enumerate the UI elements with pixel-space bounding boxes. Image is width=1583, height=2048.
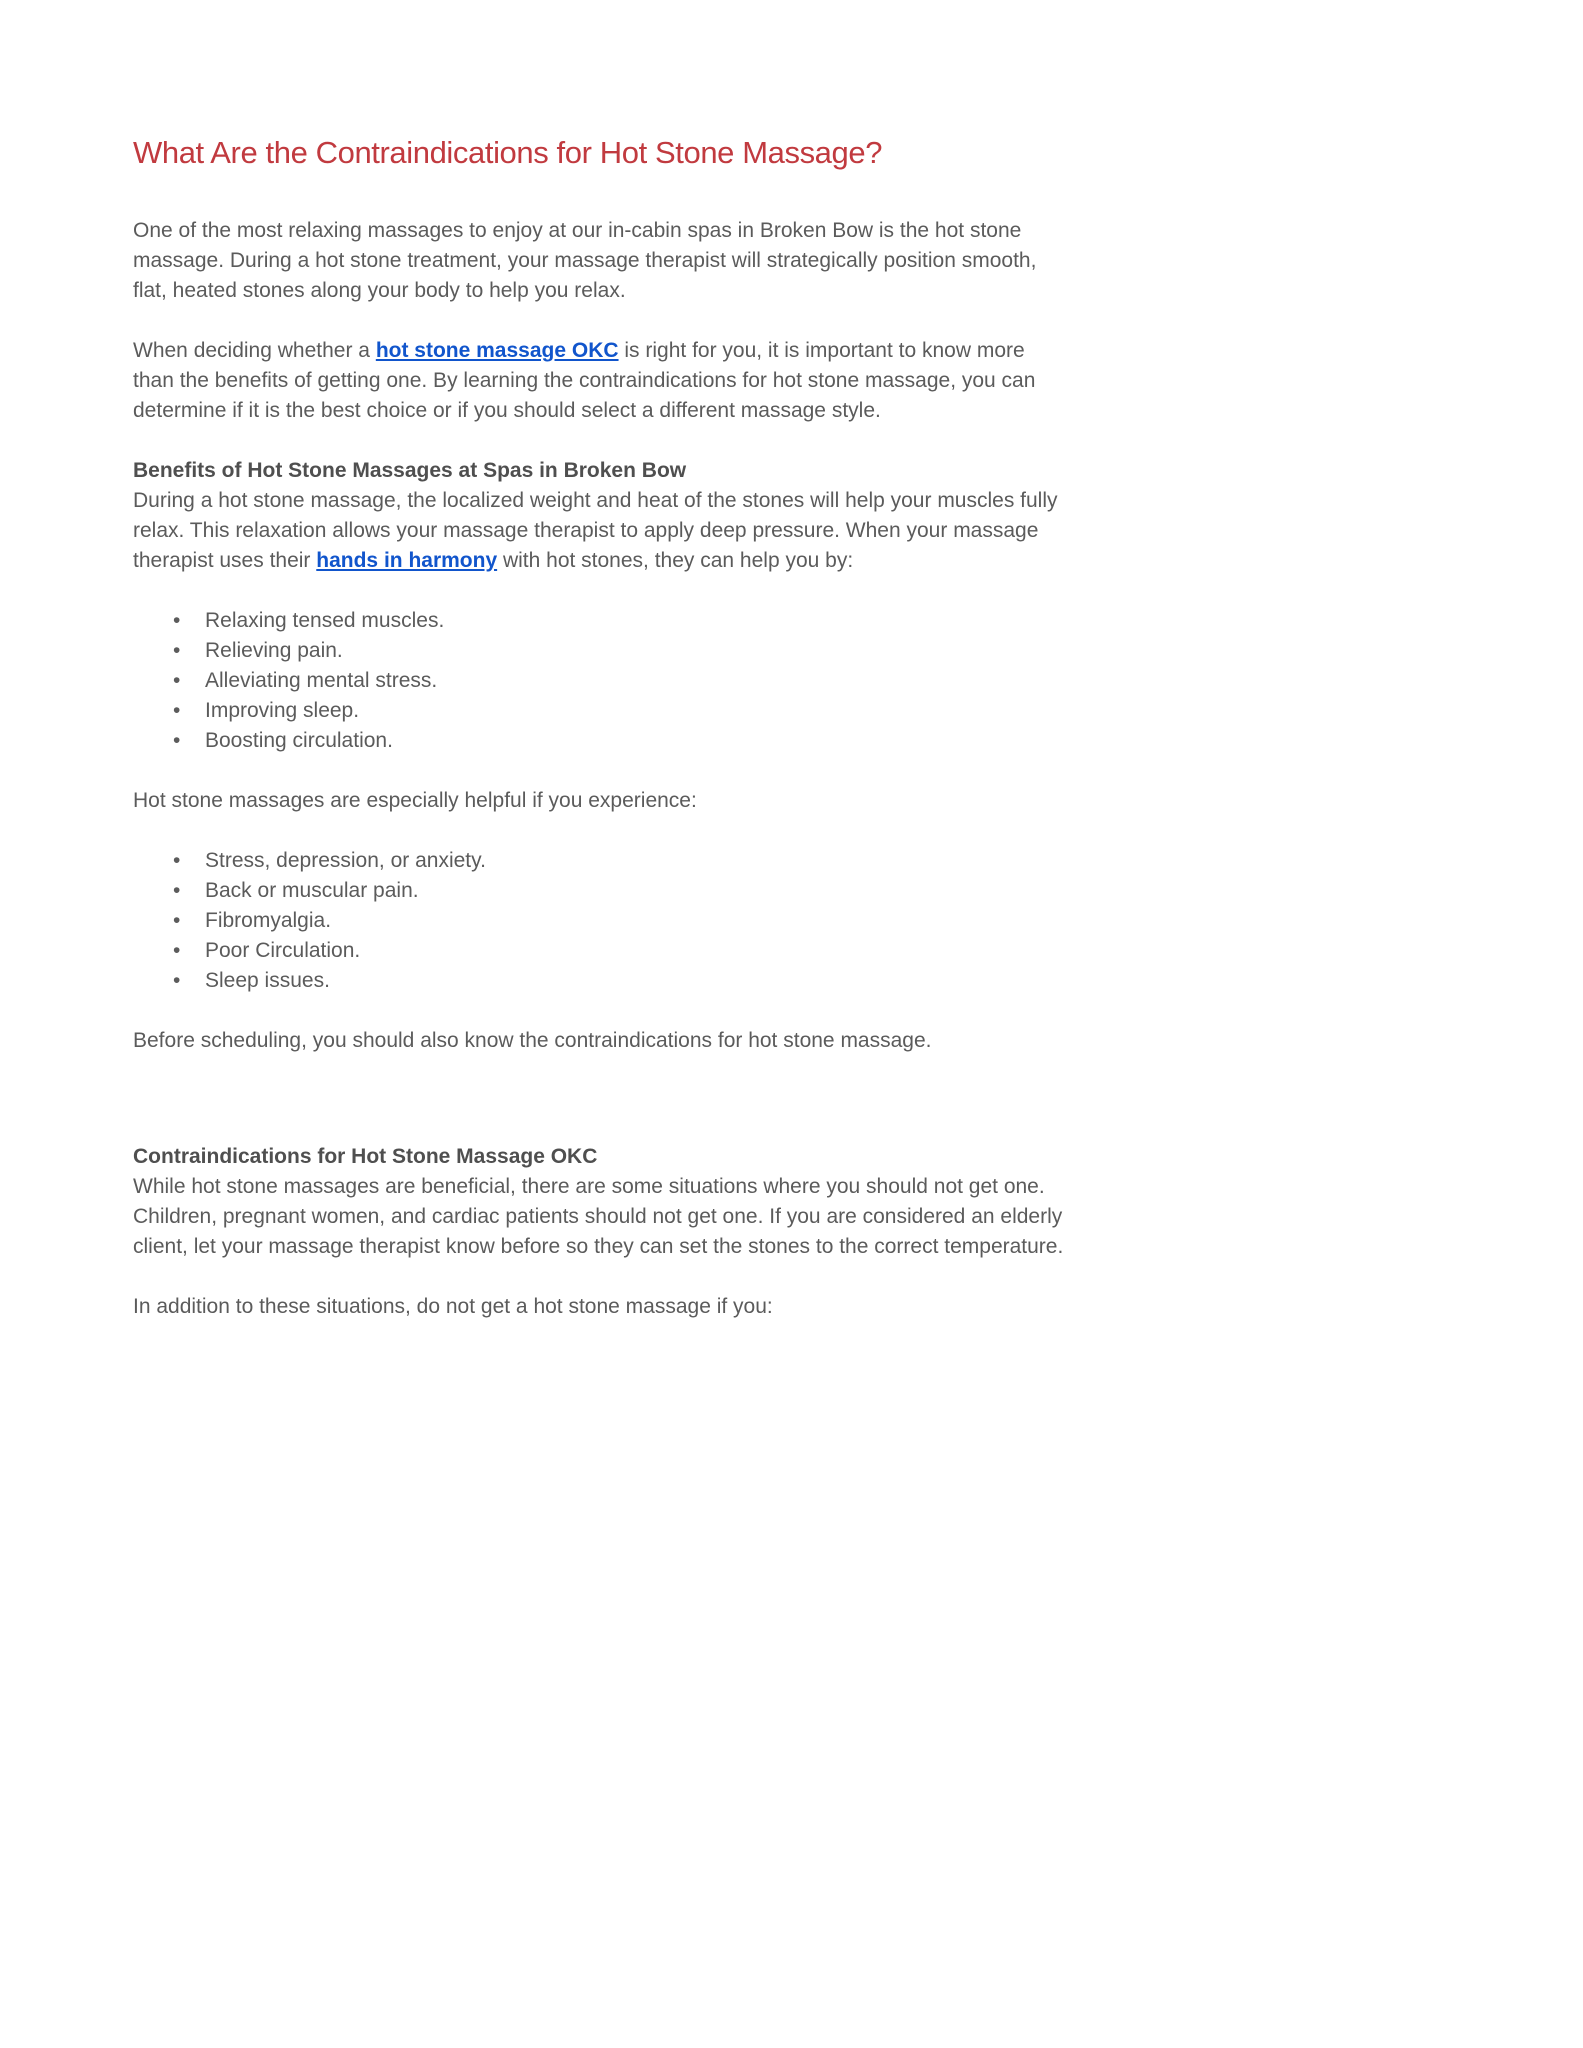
benefits-heading: Benefits of Hot Stone Massages at Spas in Broken Bow bbox=[133, 459, 687, 482]
contraindications-paragraph-2: In addition to these situations, do not get a hot stone massage if you: bbox=[133, 1295, 773, 1318]
page-title: What Are the Contraindications for Hot Stone Massage? bbox=[133, 135, 883, 170]
contraindications-paragraph-1: While hot stone massages are beneficial, there are some situations where you should not get one. Children, pregnant women, and cardiac patients should not get one. If you are considered an elderly client, let your massage therapist know before so they can set the stones to the correct temperature. bbox=[133, 1175, 1064, 1258]
list-item: • Relaxing tensed muscles. bbox=[205, 606, 1068, 636]
document-content bbox=[133, 0, 1068, 1352]
list-item: • Back or muscular pain. bbox=[205, 876, 1068, 906]
contraindications-heading: Contraindications for Hot Stone Massage OKC bbox=[133, 1145, 598, 1168]
list-item: • Stress, depression, or anxiety. bbox=[205, 846, 1068, 876]
list-item: • Boosting circulation. bbox=[205, 726, 1068, 756]
conditions-list bbox=[133, 846, 1068, 996]
list-item: • Alleviating mental stress. bbox=[205, 666, 1068, 696]
intro-paragraph-2 bbox=[133, 336, 1068, 426]
before-scheduling-paragraph: Before scheduling, you should also know the contraindications for hot stone massage. bbox=[133, 1029, 932, 1052]
list-item: • Improving sleep. bbox=[205, 696, 1068, 726]
list-item: • Fibromyalgia. bbox=[205, 906, 1068, 936]
intro-paragraph-1 bbox=[133, 216, 1068, 306]
list-item: • Sleep issues. bbox=[205, 966, 1068, 996]
intro-paragraph-1-text: One of the most relaxing massages to enjoy at our in-cabin spas in Broken Bow is the hot stone massage. During a hot stone treatment, your massage therapist will strategically position smooth, flat, heated stones along your body to help you relax. bbox=[133, 219, 1037, 302]
hands-in-harmony-link[interactable]: hands in harmony bbox=[316, 549, 498, 572]
benefits-paragraph-after: with hot stones, they can help you by: bbox=[497, 549, 854, 572]
intro-paragraph-2-after: is right for you, it is important to know more than the benefits of getting one. By learning the contraindications for hot stone massage, you can determine if it is the best choice or if you should select a different massage style. bbox=[133, 339, 1036, 422]
helpful-paragraph: Hot stone massages are especially helpful if you experience: bbox=[133, 789, 697, 812]
benefits-paragraph bbox=[133, 486, 1068, 576]
benefits-help-list bbox=[133, 606, 1068, 756]
benefits-paragraph-before: During a hot stone massage, the localized weight and heat of the stones will help your muscles fully relax. This relaxation allows your massage therapist to apply deep pressure. When your massage therapist uses their bbox=[133, 489, 1058, 572]
intro-paragraph-2-before: When deciding whether a bbox=[133, 339, 376, 362]
list-item: • Relieving pain. bbox=[205, 636, 1068, 666]
list-item: • Poor Circulation. bbox=[205, 936, 1068, 966]
hot-stone-massage-okc-link[interactable]: hot stone massage OKC bbox=[375, 339, 619, 362]
